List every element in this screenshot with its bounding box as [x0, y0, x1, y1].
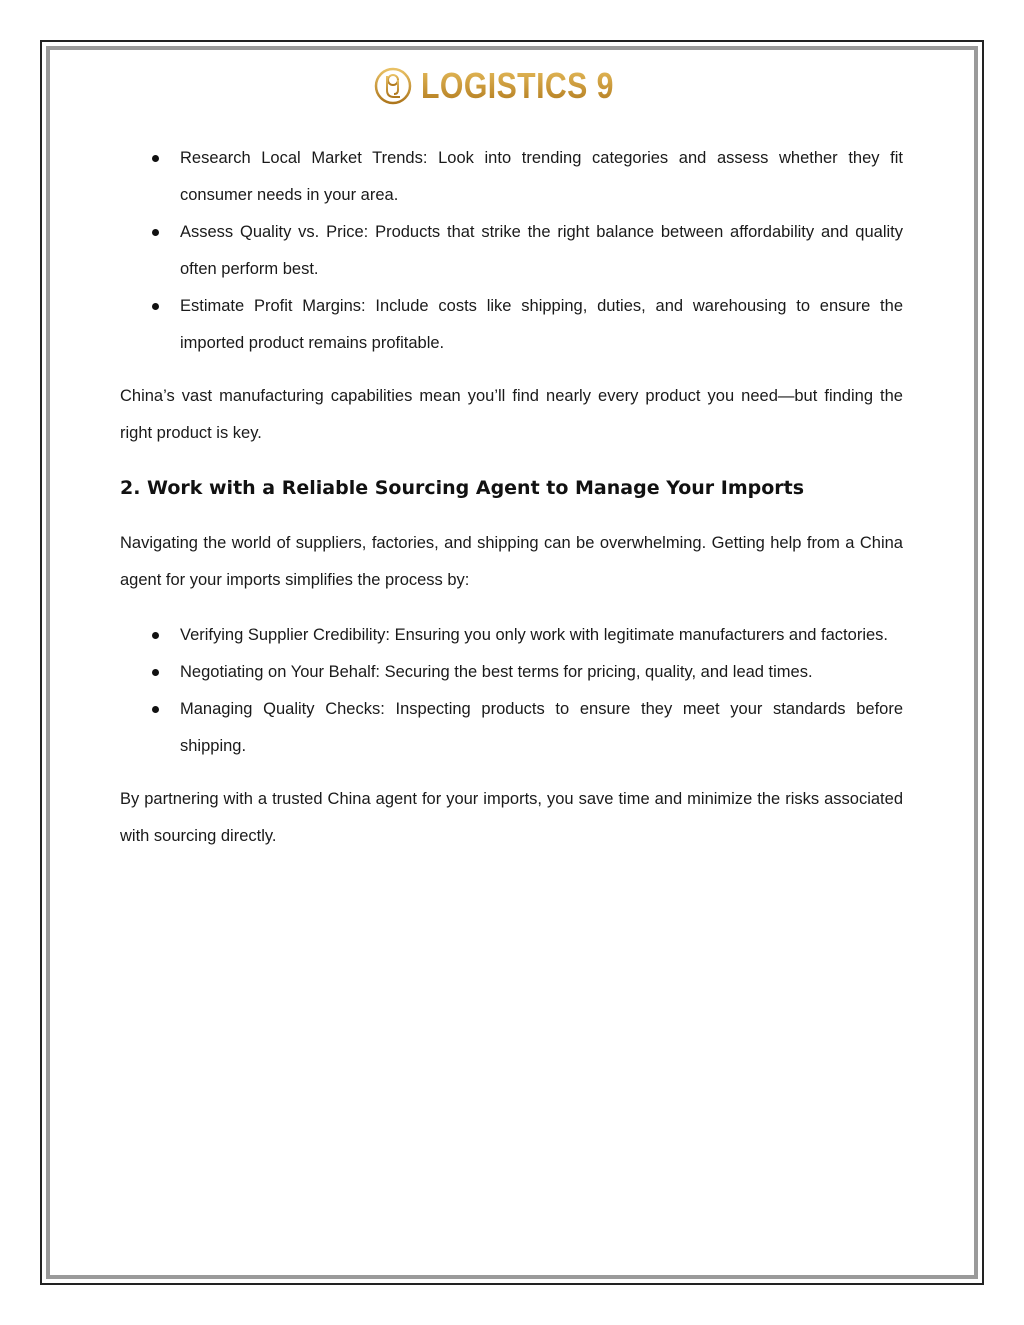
list-item: Assess Quality vs. Price: Products that strike the right balance between affordability and quality often perform best.	[180, 214, 903, 288]
list-item: Negotiating on Your Behalf: Securing the best terms for pricing, quality, and lead times.	[180, 654, 903, 691]
list-item: Research Local Market Trends: Look into trending categories and assess whether they fit consumer needs in your area.	[180, 140, 903, 214]
bullet-list-agent-benefits	[120, 617, 903, 765]
list-item: Verifying Supplier Credibility: Ensuring you only work with legitimate manufacturers and factories.	[180, 617, 903, 654]
bullet-list-product-tips	[120, 140, 903, 362]
paragraph-manufacturing: China’s vast manufacturing capabilities mean you’ll find nearly every product you need—but finding the right product is key.	[120, 387, 903, 442]
paragraph-partnering: By partnering with a trusted China agent for your imports, you save time and minimize the risks associated with sourcing directly.	[120, 790, 903, 845]
list-item: Managing Quality Checks: Inspecting products to ensure they meet your standards before shipping.	[180, 691, 903, 765]
document-body	[120, 140, 903, 855]
logistics9-monogram-icon	[373, 66, 413, 106]
logo	[0, 66, 1024, 106]
section-heading: 2. Work with a Reliable Sourcing Agent to Manage Your Imports	[120, 477, 805, 499]
paragraph-navigating: Navigating the world of suppliers, factories, and shipping can be overwhelming. Getting help from a China agent for your imports simplifies the process by:	[120, 534, 903, 589]
list-item: Estimate Profit Margins: Include costs like shipping, duties, and warehousing to ensure the imported product remains profitable.	[180, 288, 903, 362]
logo-text: LOGISTICS 9	[421, 65, 615, 106]
